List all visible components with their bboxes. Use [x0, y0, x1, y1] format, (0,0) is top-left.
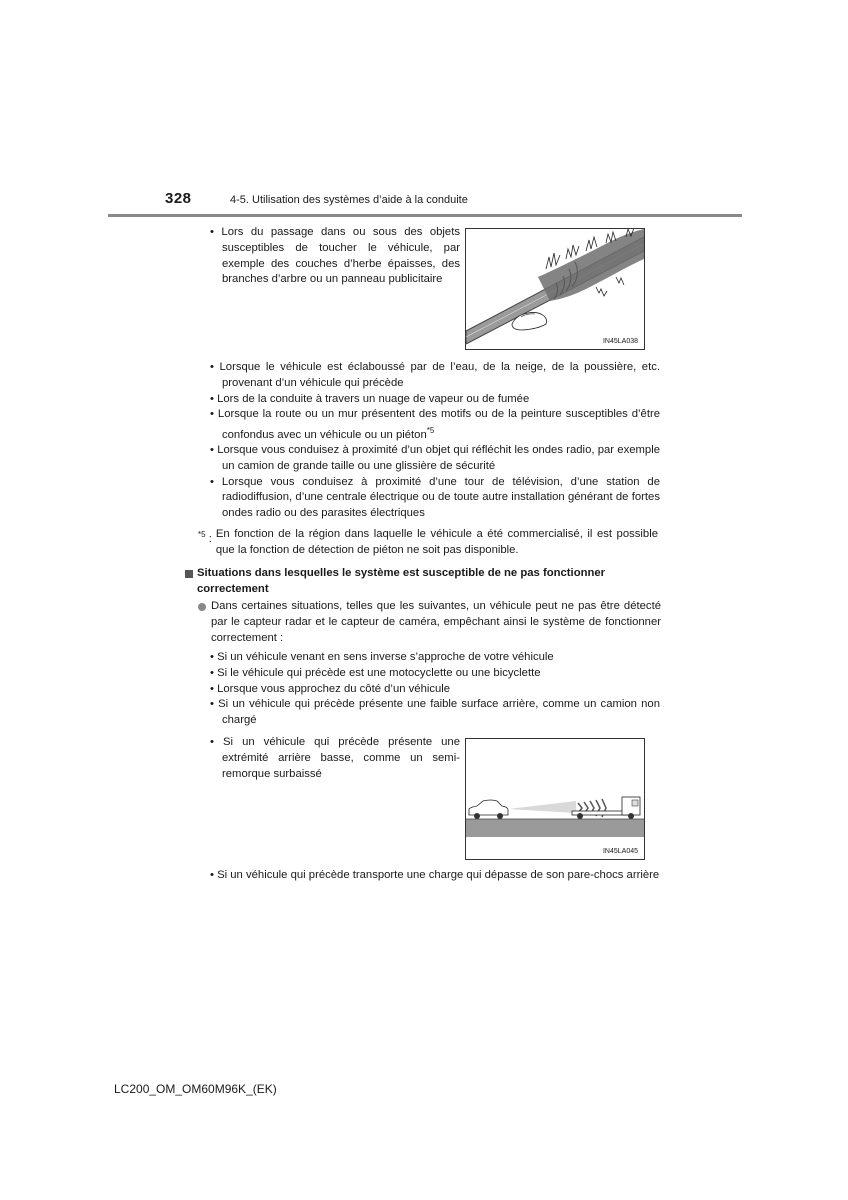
- figure-low-trailer: [465, 738, 645, 860]
- list-item: • Lorsque vous approchez du côté d’un véhicule: [210, 682, 451, 695]
- bullet-overhead-objects: • Lors du passage dans ou sous des objets susceptibles de toucher le véhicule, par exemple des couches d’herbe épaisses, des branches d’arbre ou un panneau publicitaire: [210, 226, 461, 286]
- bullet-list-c: [210, 650, 660, 729]
- bullet-list-b: [210, 443, 660, 522]
- circle-bullet-icon: [198, 603, 206, 611]
- footnote-marker: *5: [426, 426, 435, 436]
- section-intro: Dans certaines situations, telles que les suivantes, un véhicule peut ne pas être détecté par le capteur radar et le capteur de caméra, empêchant ainsi le système de fonctionner correctement :: [198, 599, 661, 646]
- road-overhead-illustration: [466, 229, 644, 349]
- car-icon: [469, 800, 508, 819]
- list-item: • Si un véhicule venant en sens inverse s’approche de votre véhicule: [210, 651, 554, 663]
- figure-road-overhead: [465, 228, 645, 350]
- bullet-overhanging-load: • Si un véhicule qui précède transporte une charge qui dépasse de son pare-chocs arrière: [210, 869, 660, 881]
- square-bullet-icon: [185, 570, 193, 578]
- bullet-list-a: [210, 360, 660, 444]
- bullet-low-trailer: • Si un véhicule qui précède présente une extrémité arrière basse, comme un semi-remorque surbaissé: [210, 736, 460, 780]
- list-item: • Lorsque vous conduisez à proximité d’un objet qui réfléchit les ondes radio, par exemple un camion de grande taille ou une glissière de sécurité: [210, 444, 660, 472]
- footnote: $^{*5}$ : En fonction de la région dans laquelle le véhicule a été commercialisé, il est possible que la fonction de détection de piéton ne soit pas disponible.: [198, 528, 658, 556]
- section-title: 4-5. Utilisation des systèmes d’aide à la conduite: [230, 194, 468, 206]
- section-heading: Situations dans lesquelles le système est susceptible de ne pas fonctionner correctement: [185, 566, 660, 598]
- truck-icon: [622, 797, 640, 819]
- footer-doc-code: LC200_OM_OM60M96K_(EK): [114, 1082, 277, 1096]
- list-item: • Lorsque la route ou un mur présentent des motifs ou de la peinture susceptibles d’être confondus avec un véhicule ou un piéton$^{*5}$: [210, 408, 661, 441]
- figure-id: IN45LA038: [602, 338, 638, 345]
- header-rule: [108, 214, 742, 217]
- list-item: • Lorsque le véhicule est éclaboussé par de l’eau, de la neige, de la poussière, etc. provenant d’un véhicule qui précède: [210, 361, 661, 389]
- list-item: • Lorsque vous conduisez à proximité d’une tour de télévision, d’une station de radiodiffusion, d’une centrale électrique ou de toute autre installation générant de fortes ondes radio ou des parasites électriques: [210, 475, 661, 520]
- page-number: 328: [165, 190, 192, 207]
- figure-id: IN45LA045: [602, 848, 638, 855]
- list-item: • Lors de la conduite à travers un nuage de vapeur ou de fumée: [210, 392, 530, 405]
- list-item: • Si le véhicule qui précède est une motocyclette ou une bicyclette: [210, 666, 541, 679]
- low-trailer-illustration: [466, 739, 644, 859]
- list-item: • Si un véhicule qui précède présente une faible surface arrière, comme un camion non chargé: [210, 698, 660, 727]
